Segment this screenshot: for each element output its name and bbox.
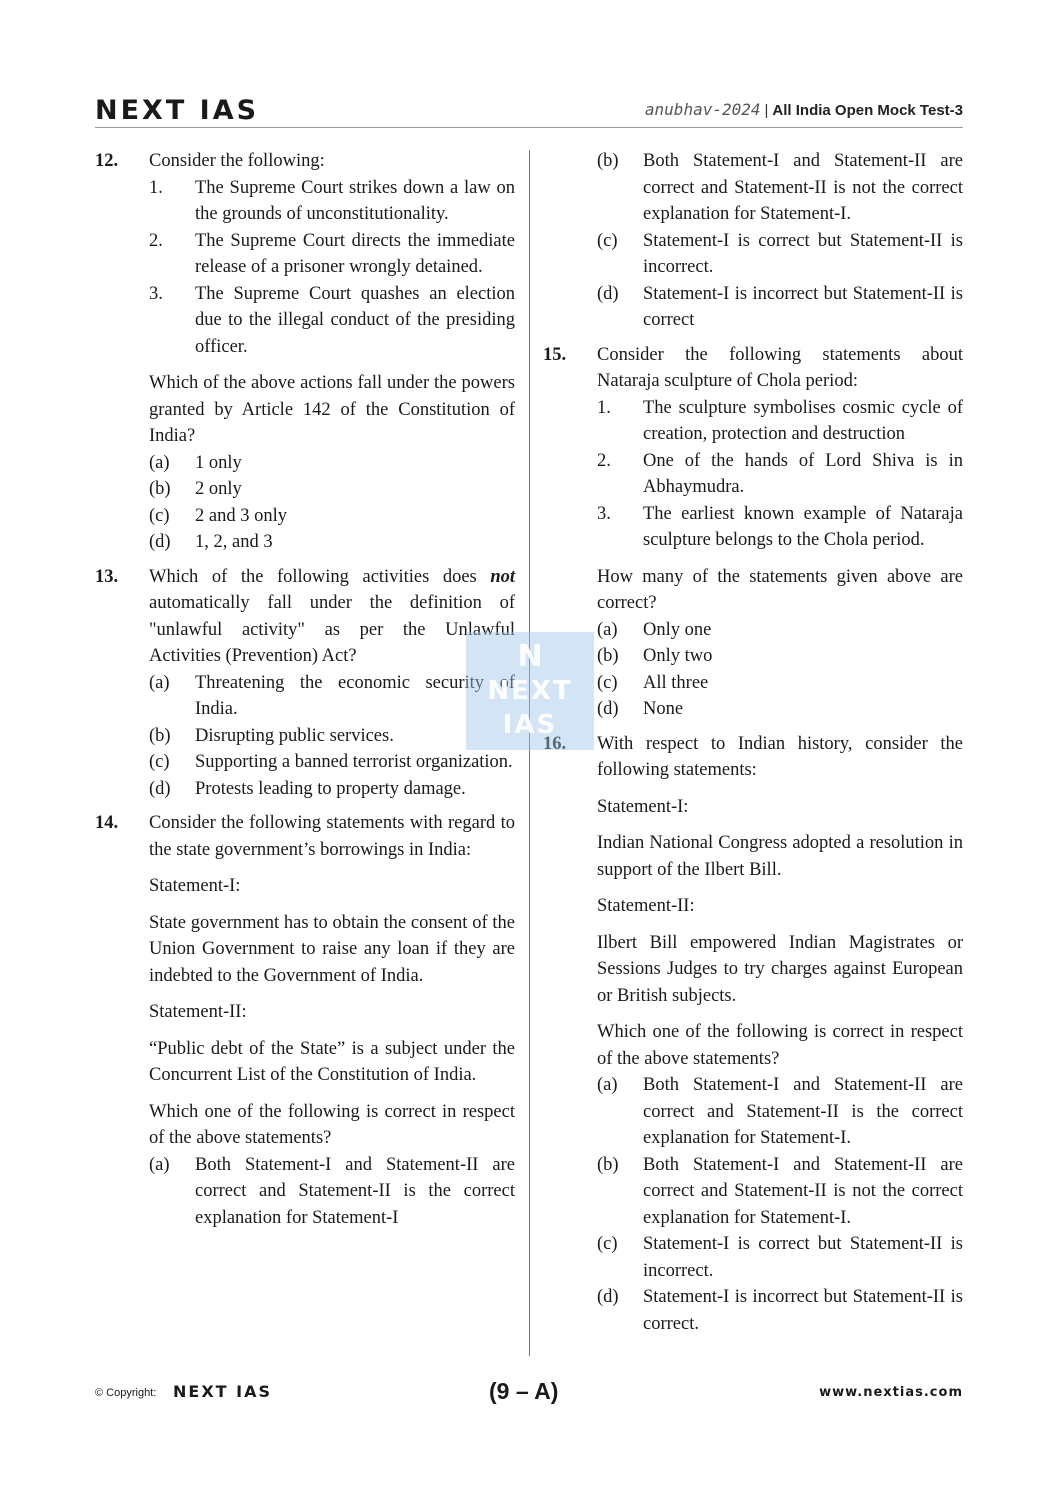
option-a: (a) Both Statement-I and Statement-II are correct and Statement-II is the correct explanation for Statement-I. [597,1075,963,1148]
question-stem: Consider the following: [149,151,325,171]
footer-logo: NEXT IAS [173,1382,272,1401]
page-header [95,96,963,130]
header-rule [95,127,963,128]
option-b: (b) Only two [597,646,713,666]
question-12 [95,148,515,556]
options-list [597,148,963,334]
website-link[interactable]: www.nextias.com [819,1385,963,1400]
option-c: (c) Statement-I is correct but Statement-II is incorrect. [597,230,963,277]
options-list [597,1072,963,1337]
options-list [149,670,515,803]
statement-1-label: Statement-I: [149,876,241,896]
question-number: 15. [543,344,567,365]
question-number: 13. [95,566,119,587]
option-c: (c) 2 and 3 only [149,505,287,526]
header-separator: | [764,102,769,119]
options-list [149,450,515,556]
list-item: 3. The earliest known example of Nataraja sculpture belongs to the Chola period. [597,503,963,550]
series-name: anubhav-2024 [644,100,761,119]
options-list [149,1152,515,1232]
left-column [95,148,515,1239]
statement-2-label: Statement-II: [149,1002,247,1022]
question-14 [95,810,515,1231]
option-b: (b) Both Statement-I and Statement-II are correct and Statement-II is not the correct explanation for Statement-I. [597,1154,963,1228]
list-item: 3. The Supreme Court quashes an election due to the illegal conduct of the presiding officer. [149,283,515,357]
watermark-text: NEXT IAS [487,676,573,740]
question-prompt: Which one of the following is correct in respect of the above statements? [597,1022,963,1069]
option-c: (c) Statement-I is correct but Statement-II is incorrect. [597,1234,963,1281]
statement-list [597,395,963,554]
question-stem: Consider the following statements with regard to the state government’s borrowings in India: [149,813,515,860]
question-13 [95,564,515,803]
test-name: All India Open Mock Test-3 [772,102,963,119]
option-c: (c) All three [597,672,709,693]
question-prompt: Which one of the following is correct in respect of the above statements? [149,1101,515,1148]
list-item: 2. The Supreme Court directs the immediate release of a prisoner wrongly detained. [149,230,515,277]
watermark-mark: N [517,639,543,674]
statement-2-text: “Public debt of the State” is a subject under the Concurrent List of the Constitution of India. [149,1038,515,1085]
option-d: (d) None [597,699,684,719]
column-divider [529,150,530,1356]
question-16 [543,731,963,1338]
header-title [645,100,963,119]
option-b: (b) Disrupting public services. [149,725,394,746]
question-stem: Which of the following activities does not automatically fall under the definition of "unlawful activity" as per the Unlawful Activities (Prevention) Act? [149,566,515,666]
question-15 [543,342,963,723]
question-number: 14. [95,813,119,833]
question-number: 12. [95,151,119,171]
question-14-continued [543,148,963,334]
statement-2-text: Ilbert Bill empowered Indian Magistrates or Sessions Judges to try charges against European or British subjects. [597,932,963,1006]
statement-1-label: Statement-I: [597,796,689,817]
option-b: (b) Both Statement-I and Statement-II are correct and Statement-II is not the correct explanation for Statement-I. [597,151,963,224]
copyright-label: © Copyright: [95,1387,157,1399]
next-ias-logo: NEXT IAS [95,95,260,126]
option-a: (a) 1 only [149,452,242,473]
page-footer [95,1378,963,1414]
watermark-logo [466,632,594,750]
statement-2-label: Statement-II: [597,896,695,916]
option-d: (d) Statement-I is incorrect but Statement-II is correct [597,283,963,330]
option-c: (c) Supporting a banned terrorist organization. [149,752,513,772]
option-a: (a) Threatening the economic security of India. [149,672,515,719]
option-d: (d) Statement-I is incorrect but Statement-II is correct. [597,1287,963,1334]
question-prompt: Which of the above actions fall under the powers granted by Article 142 of the Constitution of India? [149,373,515,446]
options-list [597,617,963,723]
list-item: 1. The Supreme Court strikes down a law on the grounds of unconstitutionality. [149,177,515,224]
option-d: (d) 1, 2, and 3 [149,532,273,552]
statement-1-text: Indian National Congress adopted a resolution in support of the Ilbert Bill. [597,833,963,880]
statement-1-text: State government has to obtain the consent of the Union Government to raise any loan if they are indebted to the Government of India. [149,912,515,986]
option-d: (d) Protests leading to property damage. [149,778,466,799]
question-stem: Consider the following statements about Nataraja sculpture of Chola period: [597,344,963,391]
question-number: 16. [543,733,567,754]
list-item: 1. The sculpture symbolises cosmic cycle of creation, protection and destruction [597,397,963,444]
emphasis-not: not [490,566,515,587]
question-prompt: How many of the statements given above are correct? [597,566,963,613]
page-number: (9 – A) [489,1378,559,1404]
statement-list [149,175,515,361]
right-column [543,148,963,1345]
list-item: 2. One of the hands of Lord Shiva is in Abhaymudra. [597,450,963,497]
option-a: (a) Only one [597,619,712,640]
option-a: (a) Both Statement-I and Statement-II are correct and Statement-II is the correct explanation for Statement-I [149,1154,515,1228]
option-b: (b) 2 only [149,479,242,499]
question-stem: With respect to Indian history, consider the following statements: [597,733,963,780]
